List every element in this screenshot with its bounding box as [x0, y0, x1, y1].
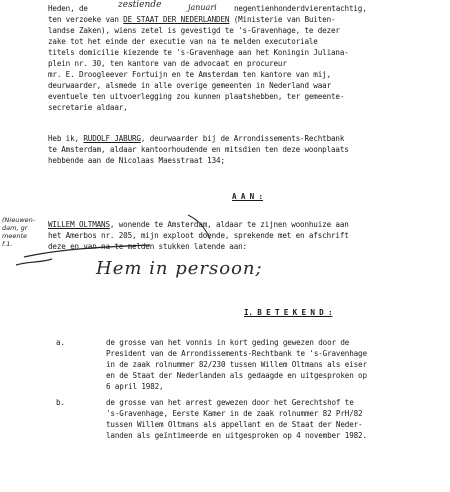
text-line: landen als geïntimeerde en uitgesproken op 4 november 1982. — [106, 431, 367, 440]
text-line: plein nr. 30, ten kantore van de advocaat en procureur — [48, 59, 287, 68]
text-span: (Ministerie van Buiten- — [229, 15, 336, 24]
text-line: het Amerbos nr. 205, mijn exploot doende, sprekende met en afschrift — [48, 231, 349, 240]
text-line: zake tot het einde der executie van na te melden executoriale — [48, 37, 318, 46]
text-line: negentienhonderdvierentachtig, — [234, 4, 367, 13]
text-line: deurwaarder, alsmede in alle overige gemeenten in Nederland waar — [48, 81, 331, 90]
margin-note-line: (Nieuwen- — [2, 216, 36, 224]
recipient-name: WILLEM OLTMANS — [48, 220, 110, 229]
text-line: President van de Arrondissements-Rechtbank te 's-Gravenhage — [106, 349, 367, 358]
text-line — [48, 15, 335, 25]
margin-note-line: dam, gr — [2, 224, 28, 232]
text-line: landse Zaken), wiens zetel is gevestigd te 's-Gravenhage, te dezer — [48, 26, 340, 35]
heading-line-1 — [48, 4, 88, 14]
text-span: , wonende te Amsterdam, aldaar te zijnen woonhuize aan — [109, 220, 349, 229]
margin-note-line: meente — [2, 232, 27, 240]
text-line: 's-Gravenhage, Eerste Kamer in de zaak rolnummer 82 PrH/82 — [106, 409, 363, 418]
item-a-label: a. — [56, 338, 65, 347]
margin-note-line: f.1. — [2, 240, 13, 248]
text-line: titels domicilie kiezende te 's-Gravenhage aan het Koningin Juliana- — [48, 48, 349, 57]
section-heading-betekend: I. B E T E K E N D : — [244, 308, 333, 317]
text-line: de grosse van het arrest gewezen door het Gerechtshof te — [106, 398, 354, 407]
text-line: eventuele ten uitvoerlegging zou kunnen plaatshebben, ter gemeente- — [48, 92, 345, 101]
text-line: en de Staat der Nederlanden als gedaagde en uitgesproken op — [106, 371, 367, 380]
text-line: 6 april 1982, — [106, 382, 164, 391]
party-name: DE STAAT DER NEDERLANDEN — [123, 15, 230, 24]
text-span: Heden, de — [48, 4, 88, 13]
text-line: deze en van na te melden stukken latende aan: — [48, 242, 247, 251]
text-line: in de zaak rolnummer 82/230 tussen Willem Oltmans als eiser — [106, 360, 367, 369]
text-span: ten verzoeke van — [48, 15, 124, 24]
text-line: hebbende aan de Nicolaas Maesstraat 134; — [48, 156, 225, 165]
text-line: te Amsterdam, aldaar kantoorhoudende en mitsdien ten deze woonplaats — [48, 145, 349, 154]
handwritten-date: zestiende — [118, 0, 162, 10]
text-line: de grosse van het vonnis in kort geding gewezen door de — [106, 338, 350, 347]
handwritten-service-note: Hem in persoon; — [96, 258, 263, 279]
text-span: Heb ik, — [48, 134, 84, 143]
bailiff-name: RUDOLF JABURG — [83, 134, 141, 143]
text-span: , deurwaarder bij de Arrondissements-Rechtbank — [140, 134, 345, 143]
section-heading-aan: A A N : — [232, 192, 263, 201]
item-b-label: b. — [56, 398, 65, 407]
text-line: mr. E. Droogleever Fortuijn en te Amsterdam ten kantore van mij, — [48, 70, 331, 79]
handwritten-month: januari — [188, 3, 217, 12]
text-line: secretarie aldaar, — [48, 103, 128, 112]
text-line: tussen Willem Oltmans als appellant en de Staat der Neder- — [106, 420, 363, 429]
text-line — [48, 134, 344, 144]
